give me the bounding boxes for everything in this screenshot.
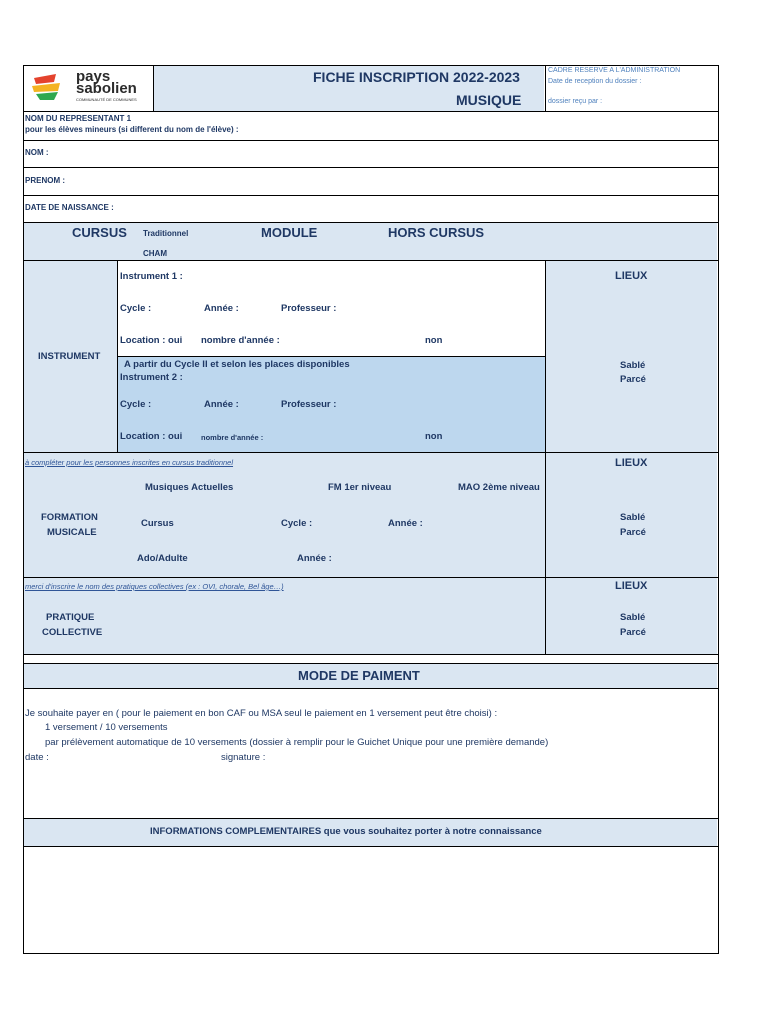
admin-title: CADRE RESERVE A L'ADMINISTRATION <box>548 67 681 74</box>
rep-subtitle: pour les élèves mineurs (si different du nom de l'élève) : <box>25 125 239 134</box>
divider <box>23 846 719 847</box>
instrument-label: INSTRUMENT <box>38 351 101 362</box>
pratique-label-2: COLLECTIVE <box>42 627 103 638</box>
location-non-option[interactable]: non <box>425 335 443 346</box>
divider <box>23 167 719 168</box>
paiement-line-1: Je souhaite payer en ( pour le paiement en bon CAF ou MSA seul le paiement en 1 versement peut être choisi) : <box>25 708 498 719</box>
pratique-label-1: PRATIQUE <box>46 612 95 623</box>
sable-option[interactable]: Sablé <box>620 612 646 623</box>
module-option[interactable]: MODULE <box>261 225 318 240</box>
prenom-field[interactable]: PRENOM : <box>25 176 65 185</box>
rep-title: NOM DU REPRESENTANT 1 <box>25 114 132 123</box>
formation-annee-field[interactable]: Année : <box>388 518 423 529</box>
logo-text-2: sabolien <box>76 80 137 97</box>
admin-date-label: Date de reception du dossier : <box>548 78 642 85</box>
annee-field-2[interactable]: Année : <box>204 399 239 410</box>
parce-option[interactable]: Parcé <box>620 627 646 638</box>
cycle-field[interactable]: Cycle : <box>120 303 152 314</box>
hors-cursus-option[interactable]: HORS CURSUS <box>388 225 485 240</box>
lieux-heading: LIEUX <box>615 580 648 592</box>
formation-section <box>24 453 717 577</box>
ado-adulte-option[interactable]: Ado/Adulte <box>137 553 188 564</box>
location-oui-option[interactable]: Location : oui <box>120 335 183 346</box>
lieux-heading: LIEUX <box>615 270 648 282</box>
logo <box>30 70 150 108</box>
formation-label-2: MUSICALE <box>47 527 97 538</box>
divider <box>117 356 546 357</box>
formation-cycle-field[interactable]: Cycle : <box>281 518 313 529</box>
lieux-cell <box>546 261 717 452</box>
admin-received-label: dossier reçu par : <box>548 98 603 105</box>
nom-field[interactable]: NOM : <box>25 148 49 157</box>
paiement-date-field[interactable]: date : <box>25 752 49 763</box>
pratique-note: merci d'inscrire le nom des pratiques collectives (ex : OVI, chorale, Bel âge…) <box>25 582 284 591</box>
formation-annee-field-2[interactable]: Année : <box>297 553 332 564</box>
divider <box>545 577 546 655</box>
lieux-heading: LIEUX <box>615 457 648 469</box>
annee-field[interactable]: Année : <box>204 303 239 314</box>
sable-option[interactable]: Sablé <box>620 360 646 371</box>
page-subtitle: MUSIQUE <box>456 92 522 108</box>
musiques-actuelles-option[interactable]: Musiques Actuelles <box>145 482 234 493</box>
logo-mark-icon <box>30 70 76 104</box>
infos-textarea[interactable] <box>25 848 715 950</box>
cursus-option[interactable]: Cursus <box>141 518 174 529</box>
divider <box>545 65 546 111</box>
location-oui-option-2[interactable]: Location : oui <box>120 431 183 442</box>
traditionnel-option[interactable]: Traditionnel <box>143 229 189 238</box>
divider <box>23 195 719 196</box>
divider <box>545 452 546 578</box>
parce-option[interactable]: Parcé <box>620 527 646 538</box>
cursus-band <box>24 223 717 260</box>
divider <box>23 111 719 112</box>
paiement-signature-field[interactable]: signature : <box>221 752 266 763</box>
professeur-field-2[interactable]: Professeur : <box>281 399 337 410</box>
divider <box>23 688 719 689</box>
paiement-versements-option[interactable]: 1 versement / 10 versements <box>45 722 168 733</box>
page-title: FICHE INSCRIPTION 2022-2023 <box>313 69 520 85</box>
parce-option[interactable]: Parcé <box>620 374 646 385</box>
instrument1-field[interactable]: Instrument 1 : <box>120 271 183 282</box>
professeur-field[interactable]: Professeur : <box>281 303 337 314</box>
formation-label-1: FORMATION <box>41 512 98 523</box>
paiement-prelevement-option[interactable]: par prélèvement automatique de 10 versements (dossier à remplir pour le Guichet Unique pour une première demande) <box>45 737 549 748</box>
location-non-option-2[interactable]: non <box>425 431 443 442</box>
paiement-title: MODE DE PAIMENT <box>298 668 420 683</box>
cursus-label[interactable]: CURSUS <box>72 225 127 240</box>
cham-option[interactable]: CHAM <box>143 249 167 258</box>
infos-title: INFORMATIONS COMPLEMENTAIRES que vous souhaitez porter à notre connaissance <box>150 826 542 837</box>
formation-note: à compléter pour les personnes inscrites en cursus traditionnel <box>25 458 234 467</box>
divider <box>23 140 719 141</box>
naissance-field[interactable]: DATE DE NAISSANCE : <box>25 203 114 212</box>
cycle-field-2[interactable]: Cycle : <box>120 399 152 410</box>
divider <box>23 654 719 655</box>
cycle2-note: A partir du Cycle II et selon les places disponibles <box>124 359 350 370</box>
logo-text-3: COMMUNAUTÉ DE COMMUNES <box>76 97 137 102</box>
mao-option[interactable]: MAO 2ème niveau <box>458 482 540 493</box>
sable-option[interactable]: Sablé <box>620 512 646 523</box>
nb-annee-field[interactable]: nombre d'année : <box>201 335 280 346</box>
instrument2-field[interactable]: Instrument 2 : <box>120 372 183 383</box>
logo-text-1: pays <box>76 68 111 85</box>
fm-option[interactable]: FM 1er niveau <box>328 482 392 493</box>
nb-annee-field-2[interactable]: nombre d'année : <box>201 433 264 442</box>
